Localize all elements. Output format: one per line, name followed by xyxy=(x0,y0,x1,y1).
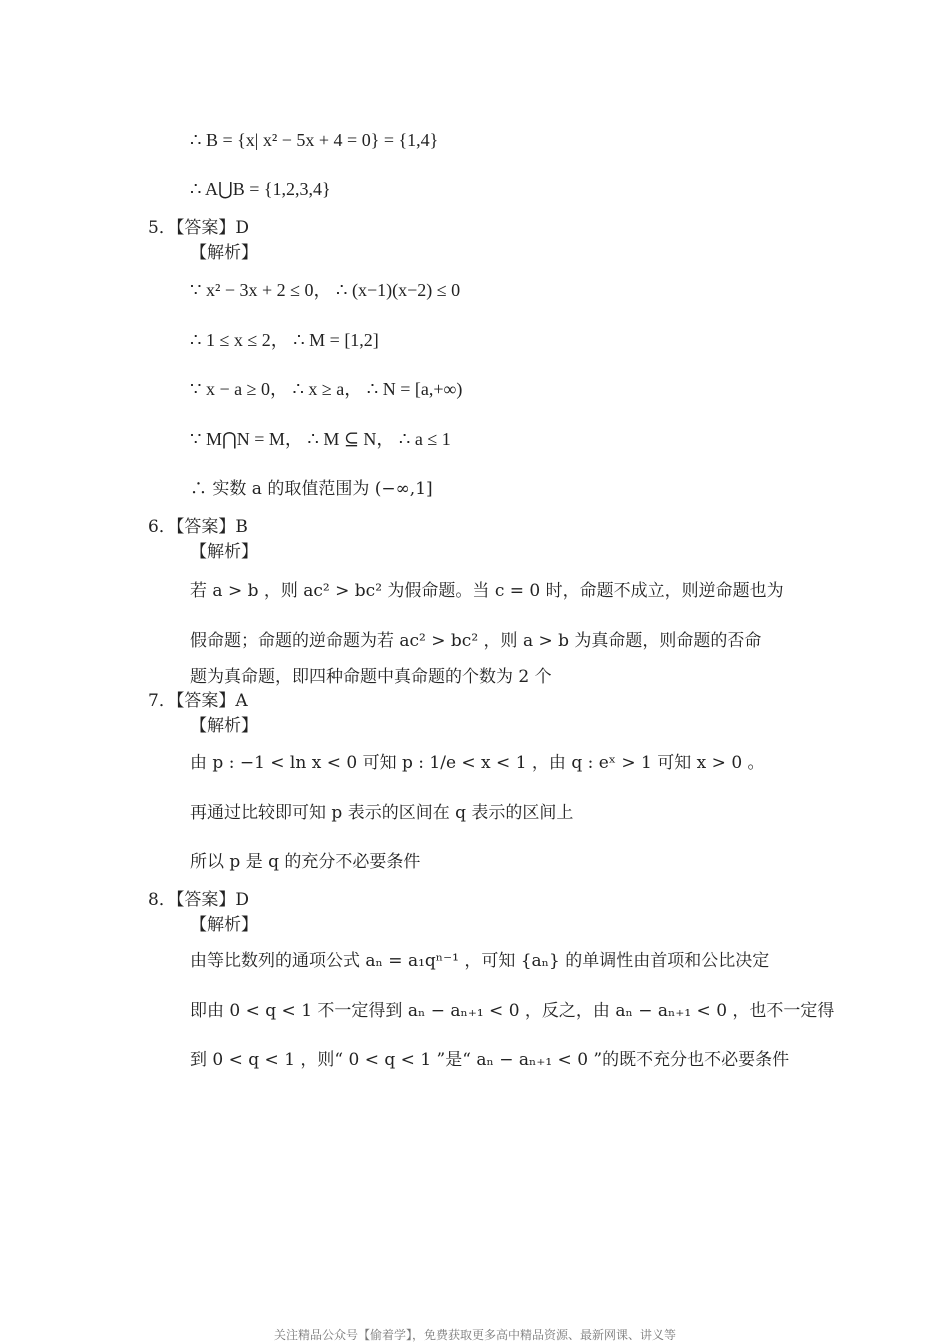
text-line: 所以 p 是 q 的充分不必要条件 xyxy=(190,852,421,872)
text-line: 由等比数列的通项公式 aₙ = a₁qⁿ⁻¹ ，可知 {aₙ} 的单调性由首项和公比决定 xyxy=(190,951,770,971)
equation-line: ∴ B = {x| x² − 5x + 4 = 0} = {1,4} xyxy=(190,130,439,150)
equation-line: ∴ A⋃B = {1,2,3,4} xyxy=(190,179,331,199)
footer-note: 关注精品公众号【偷着学】，免费获取更多高中精品资源、最新网课、讲义等 xyxy=(273,1328,676,1342)
question-answer-heading: 8．【答案】D xyxy=(148,890,249,910)
text-line: ∴ 实数 a 的取值范围为 (−∞,1] xyxy=(190,479,433,499)
equation-line: ∵ M⋂N = M， ∴ M ⊆ N， ∴ a ≤ 1 xyxy=(190,429,451,449)
text-line: 再通过比较即可知 p 表示的区间在 q 表示的区间上 xyxy=(190,803,574,823)
equation-line: ∵ x − a ≥ 0， ∴ x ≥ a， ∴ N = [a,+∞) xyxy=(190,379,463,399)
text-line: 到 0 < q < 1 ，则“ 0 < q < 1 ”是“ aₙ − aₙ₊₁ < 0 ”的既不充分也不必要条件 xyxy=(190,1050,790,1070)
text-line: 即由 0 < q < 1 不一定得到 aₙ − aₙ₊₁ < 0 ，反之，由 aₙ − aₙ₊₁ < 0 ，也不一定得 xyxy=(190,1001,835,1021)
analysis-label: 【解析】 xyxy=(190,915,258,935)
analysis-label: 【解析】 xyxy=(190,542,258,562)
question-answer-heading: 6．【答案】B xyxy=(148,517,248,537)
text-line: 假命题；命题的逆命题为若 ac² > bc² ，则 a > b 为真命题，则命题的否命 xyxy=(190,631,762,651)
analysis-label: 【解析】 xyxy=(190,243,258,263)
question-answer-heading: 7．【答案】A xyxy=(148,691,248,711)
text-line: 题为真命题，即四种命题中真命题的个数为 2 个 xyxy=(190,667,552,687)
equation-line: ∵ x² − 3x + 2 ≤ 0， ∴ (x−1)(x−2) ≤ 0 xyxy=(190,280,461,300)
question-answer-heading: 5．【答案】D xyxy=(148,218,249,238)
text-line: 若 a > b ，则 ac² > bc² 为假命题。当 c = 0 时，命题不成立，则逆命题也为 xyxy=(190,581,784,601)
analysis-label: 【解析】 xyxy=(190,716,258,736)
equation-line: ∴ 1 ≤ x ≤ 2， ∴ M = [1,2] xyxy=(190,330,379,350)
text-line: 由 p : −1 < ln x < 0 可知 p : 1/e < x < 1 ，由 q : eˣ > 1 可知 x > 0 。 xyxy=(190,753,765,773)
